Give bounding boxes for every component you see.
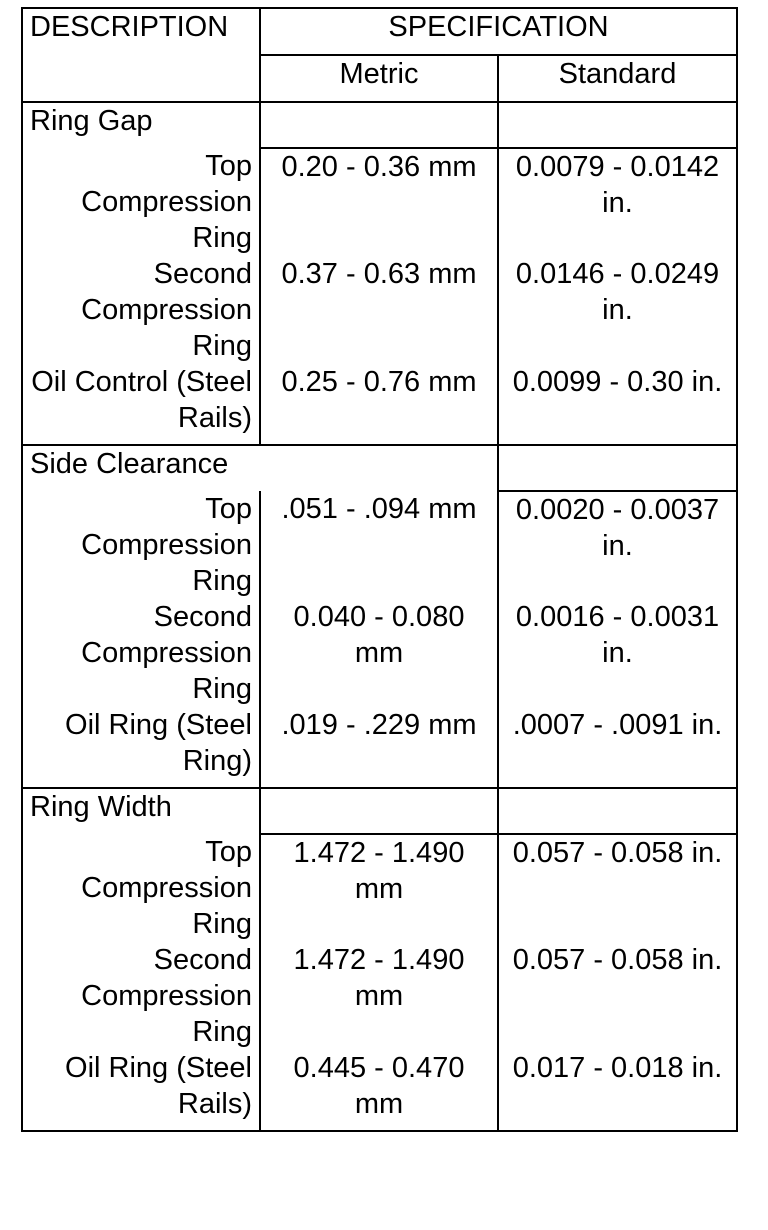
metric-value: .051 - .094 mm (260, 491, 498, 599)
item-label: Top Compression Ring (22, 148, 260, 256)
metric-value: .019 - .229 mm (260, 707, 498, 788)
table-row (22, 834, 737, 942)
section-side-clearance (22, 445, 737, 788)
metric-value: 0.20 - 0.36 mm (260, 148, 498, 256)
standard-value: .0007 - .0091 in. (498, 707, 737, 788)
standard-header: Standard (498, 55, 737, 102)
empty-cell (260, 102, 498, 148)
item-label: Oil Control (Steel Rails) (22, 364, 260, 445)
table-row (22, 148, 737, 256)
item-label: Oil Ring (Steel Ring) (22, 707, 260, 788)
standard-value: 0.0020 - 0.0037 in. (498, 491, 737, 599)
item-label: Oil Ring (Steel Rails) (22, 1050, 260, 1131)
section-title-row (22, 102, 737, 148)
standard-value: 0.057 - 0.058 in. (498, 834, 737, 942)
item-label: Top Compression Ring (22, 491, 260, 599)
table-row (22, 707, 737, 788)
metric-header: Metric (260, 55, 498, 102)
standard-value: 0.017 - 0.018 in. (498, 1050, 737, 1131)
section-title-row (22, 445, 737, 491)
section-title-row (22, 788, 737, 834)
empty-cell (260, 788, 498, 834)
standard-value: 0.0016 - 0.0031 in. (498, 599, 737, 707)
table-row (22, 364, 737, 445)
empty-cell (498, 788, 737, 834)
section-title: Ring Width (22, 788, 260, 834)
item-label: Second Compression Ring (22, 256, 260, 364)
empty-cell (498, 102, 737, 148)
item-label: Second Compression Ring (22, 599, 260, 707)
item-label: Top Compression Ring (22, 834, 260, 942)
specification-header: SPECIFICATION (260, 8, 737, 55)
description-header: DESCRIPTION (22, 8, 260, 102)
table-row (22, 491, 737, 599)
item-label: Second Compression Ring (22, 942, 260, 1050)
header-row (22, 8, 737, 55)
standard-value: 0.0099 - 0.30 in. (498, 364, 737, 445)
standard-value: 0.057 - 0.058 in. (498, 942, 737, 1050)
standard-value: 0.0146 - 0.0249 in. (498, 256, 737, 364)
metric-value: 1.472 - 1.490 mm (260, 942, 498, 1050)
metric-value: 1.472 - 1.490 mm (260, 834, 498, 942)
section-ring-width (22, 788, 737, 1131)
metric-value: 0.445 - 0.470 mm (260, 1050, 498, 1131)
empty-cell (260, 445, 498, 491)
section-title: Side Clearance (22, 445, 260, 491)
table-row (22, 942, 737, 1050)
section-ring-gap (22, 102, 737, 445)
standard-value: 0.0079 - 0.0142 in. (498, 148, 737, 256)
ring-specification-table (21, 7, 738, 1132)
metric-value: 0.25 - 0.76 mm (260, 364, 498, 445)
table-row (22, 256, 737, 364)
table-row (22, 599, 737, 707)
metric-value: 0.040 - 0.080 mm (260, 599, 498, 707)
section-title: Ring Gap (22, 102, 260, 148)
table-row (22, 1050, 737, 1131)
empty-cell (498, 445, 737, 491)
metric-value: 0.37 - 0.63 mm (260, 256, 498, 364)
